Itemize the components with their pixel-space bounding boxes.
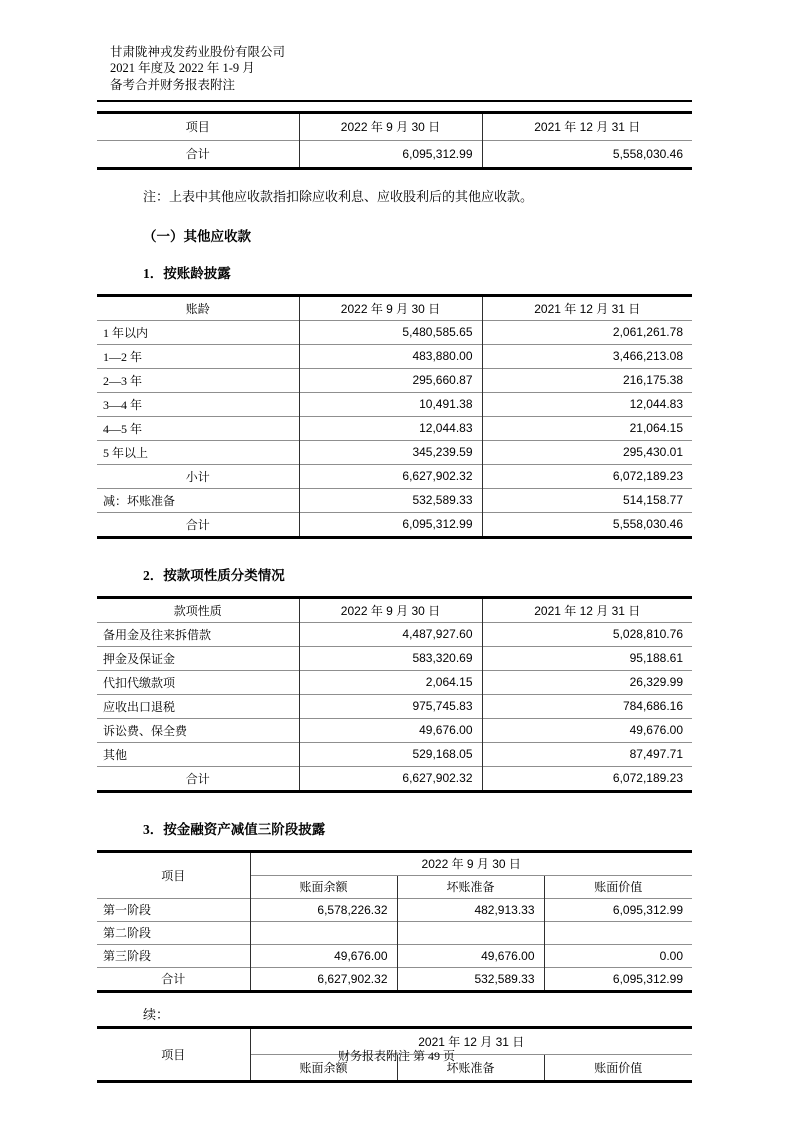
value-cell: 6,627,902.32 <box>250 967 397 991</box>
report-period: 2021 年度及 2022 年 1-9 月 <box>110 61 255 76</box>
value-cell: 295,430.01 <box>482 440 692 464</box>
column-header: 项目 <box>161 1047 186 1062</box>
row-label: 合计 <box>97 512 299 537</box>
table-header-row <box>97 112 692 140</box>
column-header: 账面价值 <box>544 875 692 898</box>
row-label: 押金及保证金 <box>97 646 299 670</box>
table-row <box>97 320 692 344</box>
value-cell: 12,044.83 <box>482 392 692 416</box>
value-cell: 2,061,261.78 <box>482 320 692 344</box>
value-cell: 6,095,312.99 <box>299 140 482 168</box>
row-label: 代扣代缴款项 <box>97 670 299 694</box>
value-cell: 482,913.33 <box>397 898 544 921</box>
column-header: 2021 年 12 月 31 日 <box>482 112 692 140</box>
column-header: 2021 年 12 月 31 日 <box>482 597 692 622</box>
value-cell: 532,589.33 <box>397 967 544 991</box>
report-title: 备考合并财务报表附注 <box>110 77 236 92</box>
stages-2022-table <box>97 850 692 993</box>
column-header: 2022 年 9 月 30 日 <box>299 112 482 140</box>
value-cell: 95,188.61 <box>482 646 692 670</box>
row-label: 合计 <box>97 766 299 791</box>
row-label: 第二阶段 <box>97 921 250 944</box>
value-cell: 10,491.38 <box>299 392 482 416</box>
table-row <box>97 416 692 440</box>
value-cell: 295,660.87 <box>299 368 482 392</box>
value-cell: 49,676.00 <box>250 944 397 967</box>
table-row <box>97 488 692 512</box>
value-cell: 49,676.00 <box>482 718 692 742</box>
value-cell: 975,745.83 <box>299 694 482 718</box>
table-header-row <box>97 597 692 622</box>
value-cell: 5,028,810.76 <box>482 622 692 646</box>
column-header: 账龄 <box>185 301 210 316</box>
table-row <box>97 898 692 921</box>
table-row <box>97 670 692 694</box>
value-cell: 0.00 <box>544 944 692 967</box>
row-label: 5 年以上 <box>97 440 299 464</box>
table-row <box>97 140 692 168</box>
value-cell <box>397 921 544 944</box>
row-label: 合计 <box>97 140 299 168</box>
page-footer: 财务报表附注 第 49 页 <box>337 1049 455 1063</box>
column-header: 项目 <box>161 868 186 883</box>
value-cell: 345,239.59 <box>299 440 482 464</box>
row-label: 第三阶段 <box>97 944 250 967</box>
value-cell: 5,558,030.46 <box>482 140 692 168</box>
column-header: 账面余额 <box>250 1054 397 1081</box>
value-cell: 6,627,902.32 <box>299 464 482 488</box>
value-cell: 6,072,189.23 <box>482 464 692 488</box>
value-cell: 12,044.83 <box>299 416 482 440</box>
column-header: 项目 <box>185 120 210 135</box>
row-label: 其他 <box>97 742 299 766</box>
subtotal-row <box>97 464 692 488</box>
value-cell: 49,676.00 <box>397 944 544 967</box>
column-header: 2021 年 12 月 31 日 <box>482 295 692 320</box>
value-cell: 4,487,927.60 <box>299 622 482 646</box>
table-row <box>97 392 692 416</box>
date-span-header: 2021 年 12 月 31 日 <box>250 1027 692 1054</box>
subsection-heading-aging: 1．按账龄披露 <box>143 265 231 281</box>
note-text: 注：上表中其他应收款指扣除应收利息、应收股利后的其他应收款。 <box>143 188 534 204</box>
table-header-row <box>97 851 692 875</box>
column-header: 账面余额 <box>250 875 397 898</box>
total-row <box>97 766 692 791</box>
table-row <box>97 921 692 944</box>
value-cell: 5,558,030.46 <box>482 512 692 537</box>
row-label: 合计 <box>97 967 250 991</box>
value-cell: 3,466,213.08 <box>482 344 692 368</box>
row-label: 备用金及往来拆借款 <box>97 622 299 646</box>
value-cell <box>250 921 397 944</box>
value-cell: 6,095,312.99 <box>544 898 692 921</box>
total-row <box>97 512 692 537</box>
row-label: 小计 <box>97 464 299 488</box>
value-cell: 532,589.33 <box>299 488 482 512</box>
total-row <box>97 967 692 991</box>
value-cell: 2,064.15 <box>299 670 482 694</box>
continuation-label: 续： <box>143 1006 170 1022</box>
column-header: 账面价值 <box>544 1054 692 1081</box>
value-cell: 784,686.16 <box>482 694 692 718</box>
value-cell: 5,480,585.65 <box>299 320 482 344</box>
value-cell: 583,320.69 <box>299 646 482 670</box>
row-label: 3—4 年 <box>97 392 299 416</box>
header-rule <box>97 100 692 102</box>
row-label: 减：坏账准备 <box>97 488 299 512</box>
column-header: 坏账准备 <box>397 875 544 898</box>
aging-table <box>97 294 692 539</box>
column-header: 款项性质 <box>173 603 222 618</box>
value-cell: 6,072,189.23 <box>482 766 692 791</box>
table-row <box>97 344 692 368</box>
value-cell <box>544 921 692 944</box>
row-label: 应收出口退税 <box>97 694 299 718</box>
summary-table <box>97 111 692 170</box>
value-cell: 26,329.99 <box>482 670 692 694</box>
value-cell: 529,168.05 <box>299 742 482 766</box>
column-header: 2022 年 9 月 30 日 <box>299 597 482 622</box>
table-row <box>97 694 692 718</box>
table-row <box>97 944 692 967</box>
subsection-heading-stages: 3．按金融资产减值三阶段披露 <box>143 821 326 837</box>
row-label: 1 年以内 <box>97 320 299 344</box>
table-row <box>97 622 692 646</box>
table-row <box>97 440 692 464</box>
table-row <box>97 368 692 392</box>
table-header-row <box>97 295 692 320</box>
subsection-heading-nature: 2．按款项性质分类情况 <box>143 567 285 583</box>
row-label: 1—2 年 <box>97 344 299 368</box>
row-label: 4—5 年 <box>97 416 299 440</box>
table-row <box>97 646 692 670</box>
table-row <box>97 718 692 742</box>
company-name: 甘肃陇神戎发药业股份有限公司 <box>110 45 286 59</box>
value-cell: 21,064.15 <box>482 416 692 440</box>
value-cell: 6,095,312.99 <box>544 967 692 991</box>
table-row <box>97 742 692 766</box>
nature-table <box>97 596 692 793</box>
date-span-header: 2022 年 9 月 30 日 <box>250 851 692 875</box>
document-header <box>110 0 793 93</box>
row-label: 诉讼费、保全费 <box>97 718 299 742</box>
value-cell: 514,158.77 <box>482 488 692 512</box>
value-cell: 6,627,902.32 <box>299 766 482 791</box>
value-cell: 49,676.00 <box>299 718 482 742</box>
value-cell: 87,497.71 <box>482 742 692 766</box>
column-header: 坏账准备 <box>397 1054 544 1081</box>
row-label: 第一阶段 <box>97 898 250 921</box>
section-heading: （一）其他应收款 <box>143 228 251 244</box>
document-content <box>97 111 692 1083</box>
value-cell: 6,578,226.32 <box>250 898 397 921</box>
row-label: 2—3 年 <box>97 368 299 392</box>
value-cell: 483,880.00 <box>299 344 482 368</box>
value-cell: 6,095,312.99 <box>299 512 482 537</box>
value-cell: 216,175.38 <box>482 368 692 392</box>
column-header: 2022 年 9 月 30 日 <box>299 295 482 320</box>
